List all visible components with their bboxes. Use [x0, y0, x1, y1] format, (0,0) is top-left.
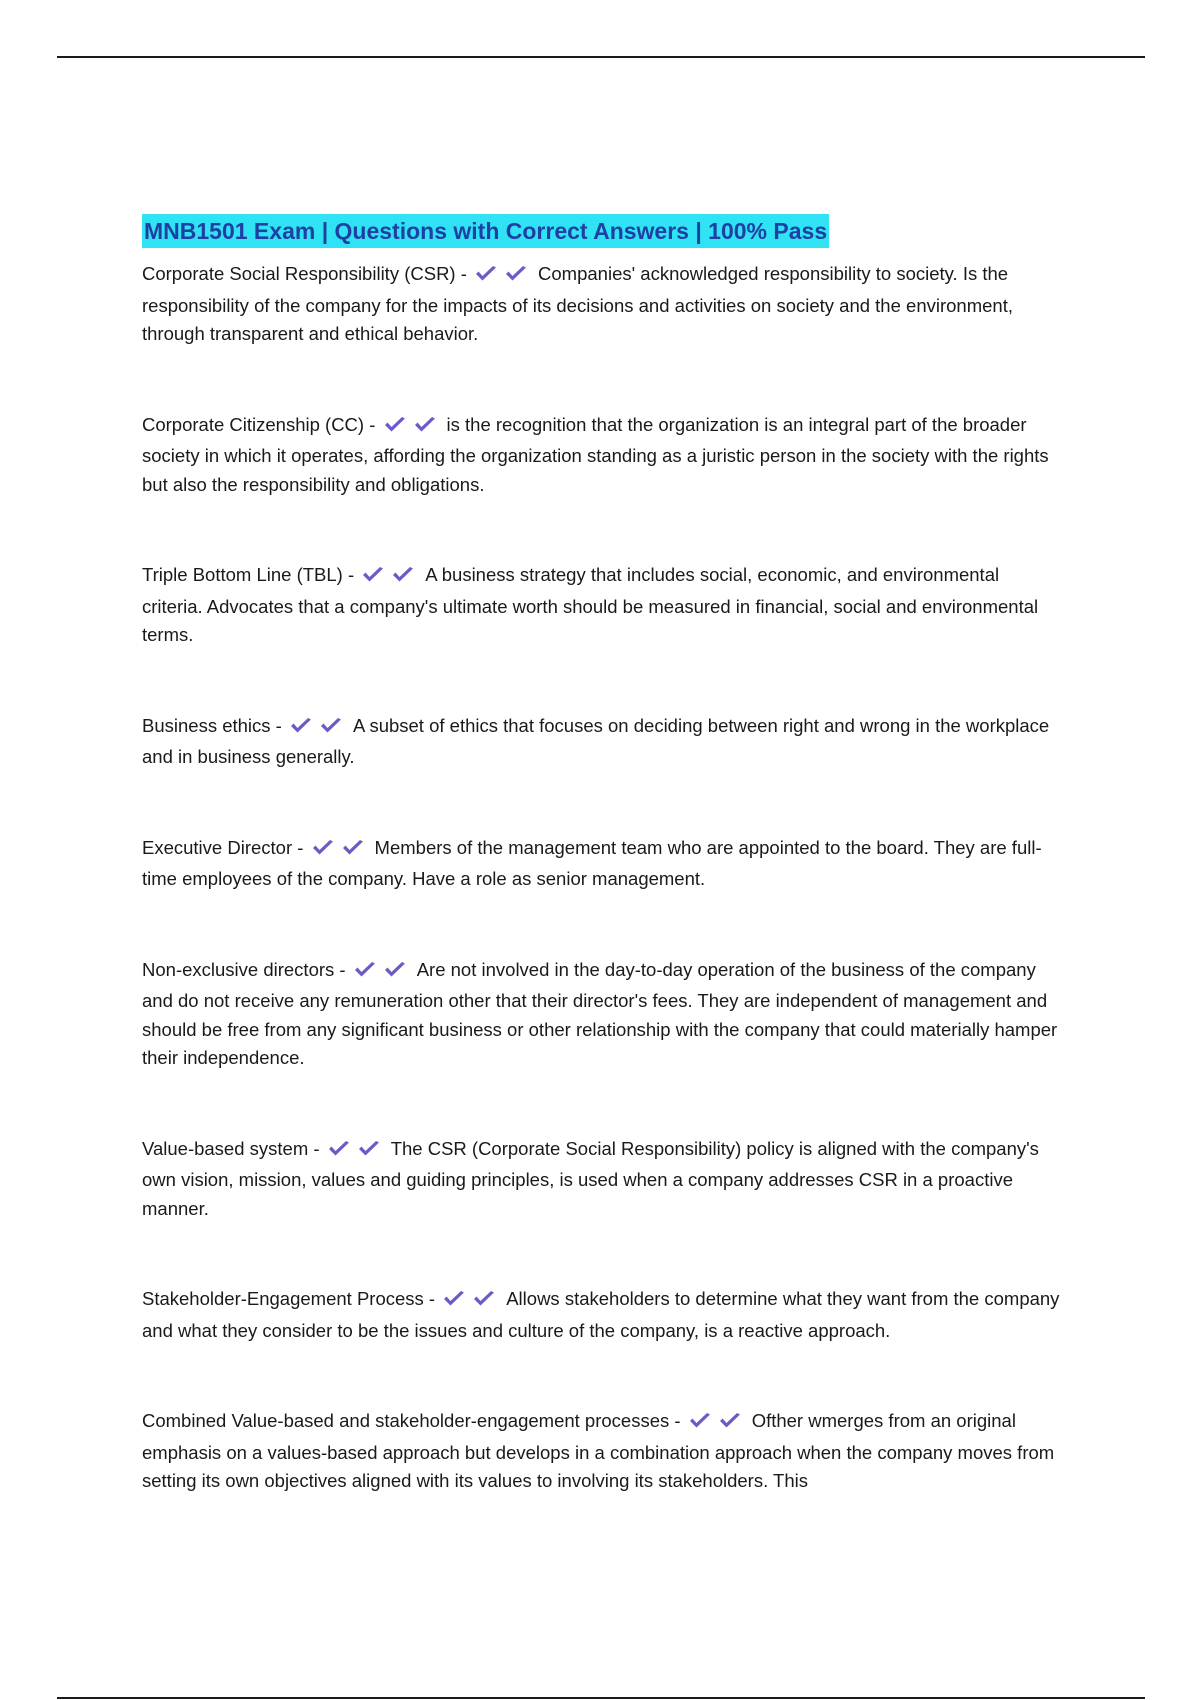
entry-term: Non-exclusive directors -	[142, 958, 346, 980]
check-icon	[319, 717, 345, 735]
document-title: MNB1501 Exam | Questions with Correct Answers | 100% Pass	[142, 214, 829, 248]
entry-term: Stakeholder-Engagement Process -	[142, 1288, 436, 1309]
check-icon	[357, 1140, 383, 1158]
entry-term: Corporate Citizenship (CC) -	[142, 413, 376, 435]
double-check-icon	[327, 1138, 387, 1167]
check-icon	[688, 1412, 714, 1430]
check-icon	[289, 717, 315, 735]
check-icon	[504, 265, 530, 283]
entry-term: Business ethics -	[142, 714, 282, 736]
check-icon	[383, 416, 409, 434]
double-check-icon	[311, 837, 371, 866]
qa-entry	[142, 1407, 1062, 1496]
entry-definition: Ofther wmerges from an original emphasis on a values-based approach but develops in a combination approach when the company moves from setting its own objectives aligned with its values to involving its stakeholders. This	[142, 1410, 1055, 1491]
entry-definition: A business strategy that includes social, economic, and environmental criteria. Advocates that a company's ultimate worth should be measured in financial, social and environmental terms.	[142, 564, 1039, 645]
entry-definition: Members of the management team who are appointed to the board. They are full-time employees of the company. Have a role as senior management.	[142, 836, 1042, 889]
check-icon	[442, 1290, 468, 1308]
entry-definition: Allows stakeholders to determine what they want from the company and what they consider to be the issues and culture of the company, is a reactive approach.	[142, 1288, 1060, 1341]
double-check-icon	[353, 959, 413, 988]
entry-term: Value-based system -	[142, 1137, 320, 1159]
entries-list	[142, 260, 1062, 1496]
check-icon	[353, 961, 379, 979]
entry-term: Triple Bottom Line (TBL) -	[142, 564, 355, 585]
double-check-icon	[361, 564, 421, 593]
check-icon	[361, 566, 387, 584]
entry-definition: A subset of ethics that focuses on deciding between right and wrong in the workplace and in business generally.	[142, 714, 1050, 767]
entry-definition: The CSR (Corporate Social Responsibility) policy is aligned with the company's own vision, mission, values and guiding principles, is used when a company addresses CSR in a proactive manner.	[142, 1137, 1039, 1219]
check-icon	[341, 839, 367, 857]
qa-entry	[142, 1135, 1062, 1224]
check-icon	[327, 1140, 353, 1158]
double-check-icon	[442, 1288, 502, 1317]
entry-definition: Companies' acknowledged responsibility to society. Is the responsibility of the company for the impacts of its decisions and activities on society and the environment, through transparent and ethical behavior.	[142, 263, 1013, 344]
entry-term: Combined Value-based and stakeholder-engagement processes -	[142, 1410, 681, 1431]
check-icon	[718, 1412, 744, 1430]
double-check-icon	[474, 263, 534, 292]
qa-entry	[142, 411, 1062, 500]
double-check-icon	[383, 414, 443, 443]
entry-definition: Are not involved in the day-to-day operation of the business of the company and do not receive any remuneration other that their director's fees. They are independent of management and should be free from any significant business or other relationship with the company that could materially hamper their independence.	[142, 958, 1058, 1068]
double-check-icon	[688, 1410, 748, 1439]
bottom-rule	[57, 1697, 1145, 1699]
qa-entry	[142, 956, 1062, 1073]
check-icon	[383, 961, 409, 979]
entry-term: Corporate Social Responsibility (CSR) -	[142, 263, 467, 284]
entry-term: Executive Director -	[142, 836, 304, 858]
double-check-icon	[289, 715, 349, 744]
qa-entry	[142, 561, 1062, 650]
top-rule	[57, 56, 1145, 58]
qa-entry	[142, 1285, 1062, 1345]
check-icon	[413, 416, 439, 434]
check-icon	[474, 265, 500, 283]
qa-entry	[142, 834, 1062, 894]
document-body	[142, 214, 1062, 1496]
qa-entry	[142, 260, 1062, 349]
check-icon	[391, 566, 417, 584]
qa-entry	[142, 712, 1062, 772]
check-icon	[472, 1290, 498, 1308]
check-icon	[311, 839, 337, 857]
entry-definition: is the recognition that the organization is an integral part of the broader society in which it operates, affording the organization standing as a juristic person in the society with the rights but also the responsibility and obligations.	[142, 413, 1049, 495]
